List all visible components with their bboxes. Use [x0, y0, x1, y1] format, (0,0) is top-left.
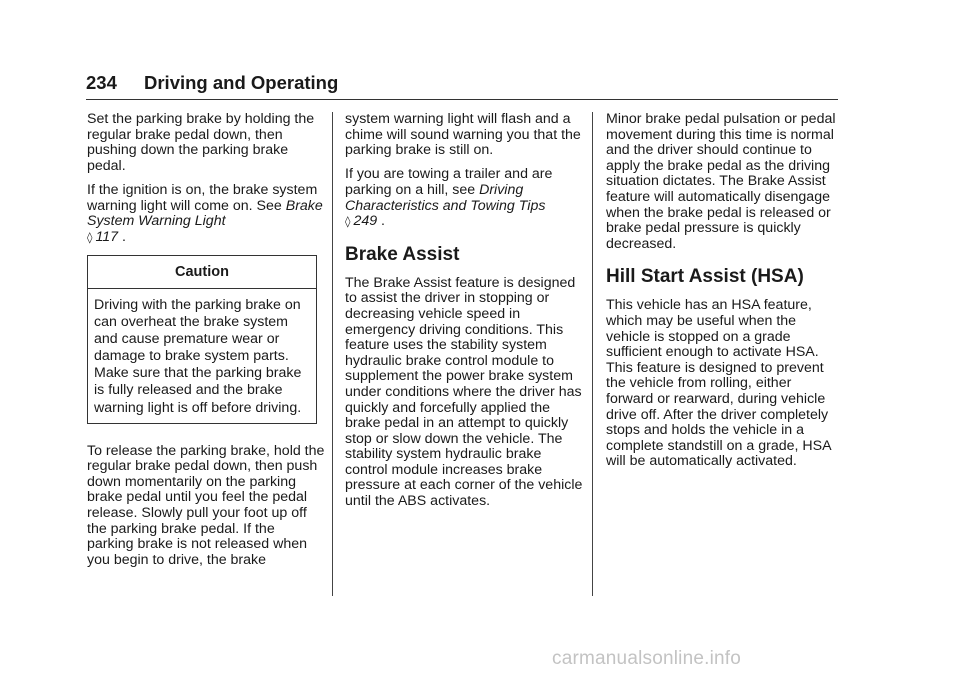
- paragraph-text: If the ignition is on, the brake system warning light will come on. See: [87, 181, 318, 214]
- caution-title: Caution: [88, 256, 316, 289]
- header-divider: [86, 99, 838, 100]
- paragraph-text: If you are towing a trailer and are parking on a hill, see: [345, 166, 553, 198]
- column-divider: [332, 112, 333, 596]
- column-middle: [345, 112, 585, 518]
- cross-reference-link[interactable]: Brake System Warning Light: [87, 197, 323, 230]
- paragraph: If you are towing a trailer and are parking on a hill, see Driving Characteristics and Towing Tips ◊ 249 .: [345, 166, 553, 230]
- paragraph: To release the parking brake, hold the regular brake pedal down, then push down momentarily on the parking brake pedal until you feel the pedal release. Slowly pull your foot up off the parking brake pedal. If the parking brake is not released when you begin to drive, the brake: [87, 442, 325, 568]
- paragraph: If the ignition is on, the brake system warning light will come on. See Brake System Warning Light ◊ 117 .: [87, 181, 323, 245]
- paragraph: The Brake Assist feature is designed to assist the driver in stopping or decreasing vehicle speed in emergency driving conditions. This feature uses the stability system hydraulic brake control module to supplement the power brake system under conditions where the driver has quickly and forcefully applied the brake pedal in an attempt to quickly stop or slow down the vehicle. The stability system hydraulic brake control module increases brake pressure at each corner of the vehicle until the ABS activates.: [345, 274, 583, 510]
- caution-text: Driving with the parking brake on can overheat the brake system and cause premature wear or damage to brake system parts. Make sure that the parking brake is fully released and the brake warning light is off before driving.: [94, 296, 302, 416]
- chapter-title: Driving and Operating: [144, 72, 339, 93]
- column-right: [606, 112, 842, 478]
- section-heading: Hill Start Assist (HSA): [606, 266, 804, 288]
- page-reference-number: 117: [95, 228, 119, 245]
- paragraph: Set the parking brake by holding the regular brake pedal down, then pushing down the parking brake pedal.: [87, 111, 315, 174]
- section-heading: Brake Assist: [345, 243, 460, 265]
- page-reference-number: 249: [353, 213, 378, 230]
- page-number: 234: [86, 72, 117, 93]
- paragraph: Minor brake pedal pulsation or pedal movement during this time is normal and the driver should continue to apply the brake pedal as the driving situation dictates. The Brake Assist feature will automatically disengage when the brake pedal is released or brake pedal pressure is quickly decreased.: [606, 111, 836, 252]
- page-reference[interactable]: [345, 214, 377, 230]
- paragraph: This vehicle has an HSA feature, which may be useful when the vehicle is stopped on a grade sufficient enough to activate HSA. This feature is designed to prevent the vehicle from rolling, either forward or rearward, during vehicle drive off. After the driver completely stops and holds the vehicle in a complete standstill on a grade, HSA will be automatically activated.: [606, 297, 831, 470]
- page-reference-icon: ◊: [87, 230, 93, 244]
- page-reference-icon: ◊: [345, 215, 351, 229]
- page-reference[interactable]: [87, 230, 118, 246]
- column-left: [87, 112, 325, 577]
- watermark: carmanualsonline.info: [552, 648, 742, 669]
- paragraph: system warning light will flash and a chime will sound warning you that the parking brake is still on.: [345, 111, 581, 159]
- column-divider: [592, 112, 593, 596]
- page-header: [86, 72, 838, 100]
- cross-reference-link[interactable]: Driving Characteristics and Towing Tips: [345, 181, 546, 214]
- caution-box: [87, 255, 317, 423]
